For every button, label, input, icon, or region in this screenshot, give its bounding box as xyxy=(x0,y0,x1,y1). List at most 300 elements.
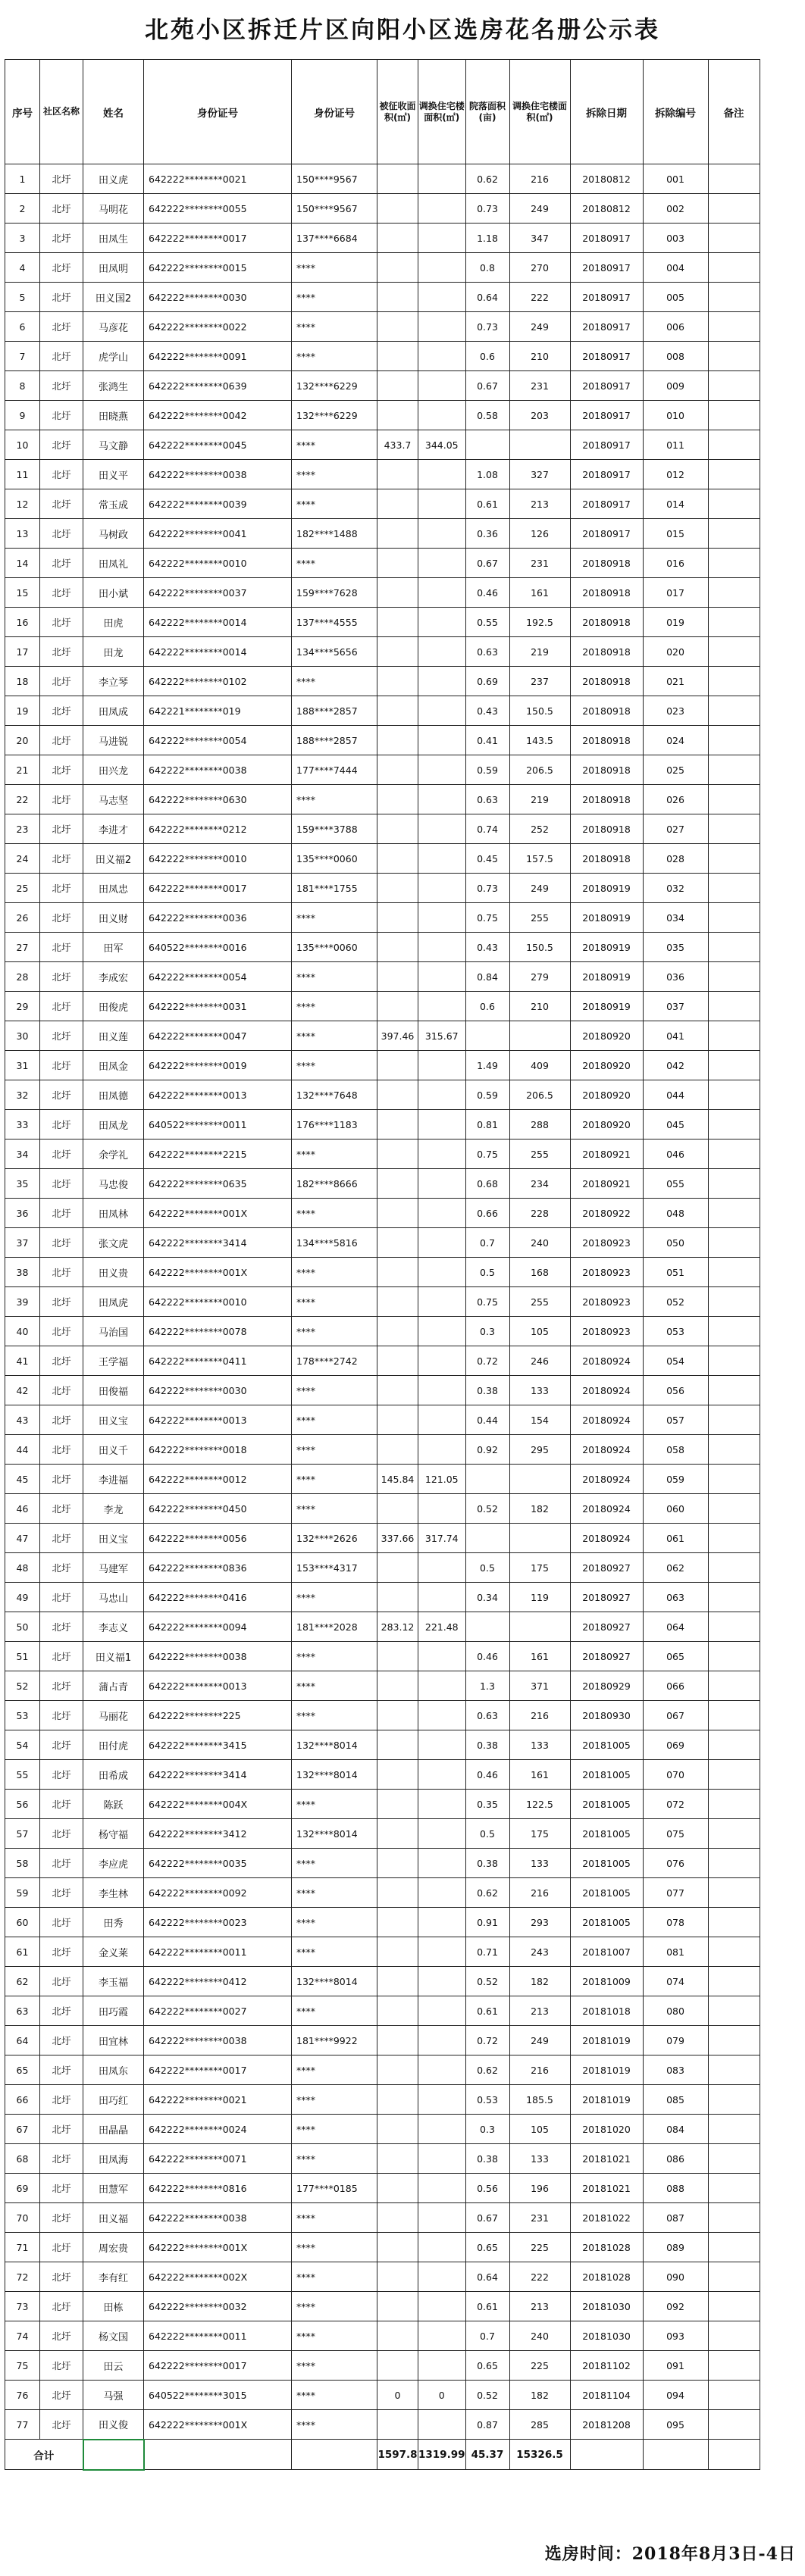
cell-remark xyxy=(708,1967,760,1996)
cell-demolish-no: 065 xyxy=(643,1642,708,1671)
cell-no: 16 xyxy=(5,608,40,637)
cell-demolish-date: 20180921 xyxy=(570,1169,643,1199)
cell-no: 63 xyxy=(5,1996,40,2026)
cell-demolish-date: 20180918 xyxy=(570,608,643,637)
cell-yard-area: 0.73 xyxy=(465,194,509,224)
cell-housing-area: 213 xyxy=(509,1996,570,2026)
cell-no: 39 xyxy=(5,1287,40,1317)
header-name: 姓名 xyxy=(83,60,144,164)
cell-housing-area: 150.5 xyxy=(509,696,570,726)
cell-demolish-no: 094 xyxy=(643,2381,708,2410)
cell-yard-area: 0.52 xyxy=(465,2381,509,2410)
cell-name: 田义宝 xyxy=(83,1405,144,1435)
cell-housing-area: 246 xyxy=(509,1346,570,1376)
cell-acquired-area xyxy=(377,667,418,696)
cell-acquired-area xyxy=(377,844,418,874)
cell-yard-area: 0.91 xyxy=(465,1908,509,1937)
cell-id-no: 642222********0092 xyxy=(144,1878,292,1908)
table-row xyxy=(5,903,760,933)
cell-remark xyxy=(708,2321,760,2351)
cell-remark xyxy=(708,844,760,874)
cell-name: 李成宏 xyxy=(83,962,144,992)
cell-id-no: 642222********0038 xyxy=(144,755,292,785)
roster-table xyxy=(5,59,760,2471)
cell-yard-area: 0.72 xyxy=(465,2026,509,2055)
cell-demolish-date: 20180927 xyxy=(570,1583,643,1612)
cell-id-no-2: **** xyxy=(292,1051,377,1080)
cell-remark xyxy=(708,2233,760,2262)
cell-id-no: 642222********3412 xyxy=(144,1819,292,1849)
cell-exchange-area xyxy=(418,1080,466,1110)
cell-acquired-area: 397.46 xyxy=(377,1021,418,1051)
cell-housing-area: 252 xyxy=(509,814,570,844)
cell-name: 田晓燕 xyxy=(83,401,144,430)
cell-housing-area: 157.5 xyxy=(509,844,570,874)
cell-acquired-area xyxy=(377,726,418,755)
cell-id-no-2: **** xyxy=(292,2381,377,2410)
cell-community: 北圩 xyxy=(40,1790,83,1819)
cell-no: 32 xyxy=(5,1080,40,1110)
cell-exchange-area xyxy=(418,489,466,519)
cell-housing-area: 234 xyxy=(509,1169,570,1199)
cell-exchange-area xyxy=(418,667,466,696)
cell-name: 杨守福 xyxy=(83,1819,144,1849)
cell-acquired-area xyxy=(377,1080,418,1110)
table-row xyxy=(5,2115,760,2144)
cell-demolish-date: 20181030 xyxy=(570,2321,643,2351)
cell-housing-area: 216 xyxy=(509,2055,570,2085)
cell-demolish-no: 062 xyxy=(643,1553,708,1583)
cell-acquired-area xyxy=(377,1110,418,1140)
cell-housing-area: 293 xyxy=(509,1908,570,1937)
cell-demolish-date: 20180917 xyxy=(570,253,643,283)
cell-no: 71 xyxy=(5,2233,40,2262)
cell-acquired-area xyxy=(377,460,418,489)
table-row xyxy=(5,2055,760,2085)
cell-housing-area xyxy=(509,1465,570,1494)
table-row xyxy=(5,519,760,549)
cell-no: 4 xyxy=(5,253,40,283)
cell-remark xyxy=(708,755,760,785)
cell-remark xyxy=(708,992,760,1021)
cell-id-no: 642222********0011 xyxy=(144,1937,292,1967)
cell-demolish-no: 056 xyxy=(643,1376,708,1405)
cell-community: 北圩 xyxy=(40,1346,83,1376)
cell-demolish-no: 027 xyxy=(643,814,708,844)
table-row xyxy=(5,1465,760,1494)
cell-yard-area: 0.59 xyxy=(465,1080,509,1110)
cell-acquired-area xyxy=(377,1199,418,1228)
cell-community: 北圩 xyxy=(40,1080,83,1110)
cell-demolish-no: 026 xyxy=(643,785,708,814)
cell-id-no: 642222********0027 xyxy=(144,1996,292,2026)
cell-community: 北圩 xyxy=(40,224,83,253)
cell-community: 北圩 xyxy=(40,2351,83,2381)
cell-no: 18 xyxy=(5,667,40,696)
cell-name: 田义贵 xyxy=(83,1258,144,1287)
table-row xyxy=(5,1583,760,1612)
totals-row xyxy=(5,2440,760,2470)
table-row xyxy=(5,578,760,608)
cell-id-no-2: 188****2857 xyxy=(292,726,377,755)
cell-demolish-no: 087 xyxy=(643,2203,708,2233)
header-no: 序号 xyxy=(5,60,40,164)
cell-name: 田凤龙 xyxy=(83,1110,144,1140)
cell-yard-area: 0.62 xyxy=(465,164,509,194)
cell-community: 北圩 xyxy=(40,1524,83,1553)
cell-name: 田虎 xyxy=(83,608,144,637)
cell-community: 北圩 xyxy=(40,460,83,489)
cell-id-no-2: **** xyxy=(292,2351,377,2381)
cell-name: 马树政 xyxy=(83,519,144,549)
cell-demolish-date: 20181019 xyxy=(570,2055,643,2085)
cell-exchange-area xyxy=(418,874,466,903)
cell-no: 57 xyxy=(5,1819,40,1849)
cell-remark xyxy=(708,696,760,726)
cell-exchange-area xyxy=(418,1908,466,1937)
cell-no: 41 xyxy=(5,1346,40,1376)
cell-demolish-no: 017 xyxy=(643,578,708,608)
cell-id-no: 642222********0635 xyxy=(144,1169,292,1199)
cell-community: 北圩 xyxy=(40,933,83,962)
cell-yard-area: 0.46 xyxy=(465,1760,509,1790)
cell-demolish-date: 20180918 xyxy=(570,814,643,844)
cell-demolish-date: 20180923 xyxy=(570,1228,643,1258)
cell-demolish-date: 20181005 xyxy=(570,1908,643,1937)
table-row xyxy=(5,785,760,814)
cell-exchange-area xyxy=(418,992,466,1021)
totals-label: 合计 xyxy=(5,2440,83,2470)
cell-acquired-area xyxy=(377,194,418,224)
cell-acquired-area xyxy=(377,2410,418,2440)
cell-community: 北圩 xyxy=(40,1819,83,1849)
cell-name: 田义福2 xyxy=(83,844,144,874)
cell-community: 北圩 xyxy=(40,844,83,874)
cell-name: 田希成 xyxy=(83,1760,144,1790)
cell-name: 田俊福 xyxy=(83,1376,144,1405)
cell-demolish-no: 045 xyxy=(643,1110,708,1140)
cell-acquired-area xyxy=(377,224,418,253)
cell-acquired-area xyxy=(377,2085,418,2115)
cell-exchange-area xyxy=(418,1937,466,1967)
cell-exchange-area xyxy=(418,2085,466,2115)
cell-id-no-2: **** xyxy=(292,1996,377,2026)
cell-demolish-date: 20180924 xyxy=(570,1405,643,1435)
cell-exchange-area xyxy=(418,1258,466,1287)
cell-demolish-date: 20181005 xyxy=(570,1760,643,1790)
cell-id-no: 642222********0024 xyxy=(144,2115,292,2144)
cell-name: 马忠俊 xyxy=(83,1169,144,1199)
cell-id-no: 642222********2215 xyxy=(144,1140,292,1169)
cell-id-no-2: **** xyxy=(292,312,377,342)
cell-demolish-no: 074 xyxy=(643,1967,708,1996)
cell-acquired-area xyxy=(377,1258,418,1287)
cell-exchange-area xyxy=(418,371,466,401)
cell-id-no-2: **** xyxy=(292,342,377,371)
cell-exchange-area xyxy=(418,2055,466,2085)
cell-housing-area: 105 xyxy=(509,2115,570,2144)
cell-yard-area xyxy=(465,1021,509,1051)
cell-acquired-area xyxy=(377,1878,418,1908)
cell-no: 45 xyxy=(5,1465,40,1494)
cell-name: 虎学山 xyxy=(83,342,144,371)
cell-remark xyxy=(708,1849,760,1878)
cell-demolish-date: 20181028 xyxy=(570,2233,643,2262)
cell-id-no: 642222********0836 xyxy=(144,1553,292,1583)
cell-id-no: 642222********004X xyxy=(144,1790,292,1819)
cell-exchange-area xyxy=(418,814,466,844)
cell-remark xyxy=(708,253,760,283)
cell-remark xyxy=(708,2085,760,2115)
cell-id-no-2: **** xyxy=(292,2115,377,2144)
cell-demolish-date: 20180919 xyxy=(570,874,643,903)
cell-name: 田慧军 xyxy=(83,2174,144,2203)
cell-id-no: 642222********0056 xyxy=(144,1524,292,1553)
cell-demolish-date: 20181208 xyxy=(570,2410,643,2440)
cell-housing-area: 249 xyxy=(509,312,570,342)
cell-remark xyxy=(708,903,760,933)
cell-yard-area: 0.5 xyxy=(465,1819,509,1849)
cell-exchange-area xyxy=(418,1494,466,1524)
cell-demolish-date: 20180929 xyxy=(570,1671,643,1701)
cell-id-no: 642222********0013 xyxy=(144,1080,292,1110)
cell-exchange-area xyxy=(418,2203,466,2233)
cell-yard-area: 0.71 xyxy=(465,1937,509,1967)
cell-id-no: 642222********0039 xyxy=(144,489,292,519)
cell-demolish-date: 20181009 xyxy=(570,1967,643,1996)
cell-acquired-area xyxy=(377,608,418,637)
cell-name: 马忠山 xyxy=(83,1583,144,1612)
cell-community: 北圩 xyxy=(40,814,83,844)
table-header-row xyxy=(5,60,760,164)
header-acquired-area: 被征收面积(㎡) xyxy=(377,60,418,164)
cell-name: 李应虎 xyxy=(83,1849,144,1878)
cell-demolish-date: 20180918 xyxy=(570,637,643,667)
cell-no: 65 xyxy=(5,2055,40,2085)
cell-no: 21 xyxy=(5,755,40,785)
cell-no: 58 xyxy=(5,1849,40,1878)
cell-remark xyxy=(708,371,760,401)
cell-yard-area: 0.67 xyxy=(465,549,509,578)
cell-yard-area: 0.75 xyxy=(465,903,509,933)
cell-id-no: 642222********0035 xyxy=(144,1849,292,1878)
cell-exchange-area xyxy=(418,844,466,874)
cell-yard-area: 0.41 xyxy=(465,726,509,755)
table-row xyxy=(5,1346,760,1376)
cell-demolish-date: 20180917 xyxy=(570,519,643,549)
cell-demolish-date: 20180920 xyxy=(570,1080,643,1110)
cell-acquired-area: 0 xyxy=(377,2381,418,2410)
cell-name: 李玉福 xyxy=(83,1967,144,1996)
cell-demolish-no: 004 xyxy=(643,253,708,283)
cell-acquired-area xyxy=(377,578,418,608)
cell-housing-area: 270 xyxy=(509,253,570,283)
cell-demolish-no: 035 xyxy=(643,933,708,962)
table-row xyxy=(5,1642,760,1671)
cell-no: 60 xyxy=(5,1908,40,1937)
cell-demolish-no: 067 xyxy=(643,1701,708,1730)
cell-acquired-area xyxy=(377,1287,418,1317)
table-row xyxy=(5,1878,760,1908)
cell-name: 田义国2 xyxy=(83,283,144,312)
cell-community: 北圩 xyxy=(40,1199,83,1228)
cell-community: 北圩 xyxy=(40,1376,83,1405)
cell-demolish-date: 20180927 xyxy=(570,1553,643,1583)
cell-housing-area xyxy=(509,1612,570,1642)
selected-cell[interactable] xyxy=(83,2440,144,2470)
cell-name: 田义千 xyxy=(83,1435,144,1465)
cell-demolish-no: 036 xyxy=(643,962,708,992)
cell-no: 77 xyxy=(5,2410,40,2440)
cell-no: 53 xyxy=(5,1701,40,1730)
cell-id-no: 642222********0037 xyxy=(144,578,292,608)
cell-exchange-area xyxy=(418,1642,466,1671)
cell-acquired-area xyxy=(377,933,418,962)
cell-name: 田义福 xyxy=(83,2203,144,2233)
table-row xyxy=(5,549,760,578)
cell-acquired-area xyxy=(377,1405,418,1435)
cell-housing-area: 143.5 xyxy=(509,726,570,755)
cell-remark xyxy=(708,1258,760,1287)
cell-no: 73 xyxy=(5,2292,40,2321)
totals-empty-cell xyxy=(570,2440,643,2470)
cell-demolish-date: 20180924 xyxy=(570,1465,643,1494)
cell-no: 40 xyxy=(5,1317,40,1346)
cell-demolish-no: 020 xyxy=(643,637,708,667)
cell-id-no: 642222********0017 xyxy=(144,2351,292,2381)
cell-yard-area: 0.38 xyxy=(465,1376,509,1405)
cell-demolish-date: 20180918 xyxy=(570,755,643,785)
cell-id-no: 640522********0016 xyxy=(144,933,292,962)
cell-community: 北圩 xyxy=(40,1287,83,1317)
cell-community: 北圩 xyxy=(40,1258,83,1287)
cell-id-no: 642222********0091 xyxy=(144,342,292,371)
cell-id-no: 642222********0017 xyxy=(144,874,292,903)
cell-exchange-area xyxy=(418,2262,466,2292)
cell-remark xyxy=(708,1465,760,1494)
cell-name: 李生林 xyxy=(83,1878,144,1908)
cell-id-no: 642222********0054 xyxy=(144,726,292,755)
total-yard-area: 45.37 xyxy=(465,2440,509,2470)
cell-name: 马志坚 xyxy=(83,785,144,814)
cell-yard-area: 0.62 xyxy=(465,1878,509,1908)
table-row xyxy=(5,814,760,844)
cell-no: 7 xyxy=(5,342,40,371)
cell-no: 1 xyxy=(5,164,40,194)
cell-demolish-no: 061 xyxy=(643,1524,708,1553)
cell-acquired-area xyxy=(377,1583,418,1612)
cell-housing-area: 240 xyxy=(509,2321,570,2351)
cell-remark xyxy=(708,1494,760,1524)
cell-no: 10 xyxy=(5,430,40,460)
cell-demolish-date: 20180919 xyxy=(570,903,643,933)
cell-name: 李有红 xyxy=(83,2262,144,2292)
cell-demolish-no: 091 xyxy=(643,2351,708,2381)
table-row xyxy=(5,2233,760,2262)
cell-demolish-no: 057 xyxy=(643,1405,708,1435)
cell-yard-area: 0.81 xyxy=(465,1110,509,1140)
cell-community: 北圩 xyxy=(40,2262,83,2292)
cell-id-no-2: **** xyxy=(292,1494,377,1524)
cell-name: 田义虎 xyxy=(83,164,144,194)
cell-id-no-2: 137****4555 xyxy=(292,608,377,637)
cell-exchange-area xyxy=(418,1435,466,1465)
cell-housing-area: 210 xyxy=(509,342,570,371)
cell-id-no-2: **** xyxy=(292,2144,377,2174)
cell-remark xyxy=(708,2115,760,2144)
cell-housing-area: 222 xyxy=(509,2262,570,2292)
cell-exchange-area xyxy=(418,1346,466,1376)
cell-name: 张文虎 xyxy=(83,1228,144,1258)
cell-exchange-area xyxy=(418,2174,466,2203)
cell-community: 北圩 xyxy=(40,2174,83,2203)
cell-demolish-date: 20181005 xyxy=(570,1849,643,1878)
cell-community: 北圩 xyxy=(40,283,83,312)
cell-no: 30 xyxy=(5,1021,40,1051)
cell-exchange-area xyxy=(418,1199,466,1228)
cell-remark xyxy=(708,1317,760,1346)
cell-id-no: 642222********0416 xyxy=(144,1583,292,1612)
cell-demolish-no: 019 xyxy=(643,608,708,637)
cell-housing-area: 133 xyxy=(509,1849,570,1878)
cell-acquired-area xyxy=(377,1967,418,1996)
cell-exchange-area: 221.48 xyxy=(418,1612,466,1642)
cell-demolish-date: 20180923 xyxy=(570,1317,643,1346)
cell-demolish-no: 089 xyxy=(643,2233,708,2262)
cell-id-no-2: 132****2626 xyxy=(292,1524,377,1553)
cell-acquired-area xyxy=(377,2321,418,2351)
cell-demolish-date: 20181104 xyxy=(570,2381,643,2410)
cell-housing-area: 133 xyxy=(509,2144,570,2174)
cell-yard-area: 0.75 xyxy=(465,1287,509,1317)
cell-yard-area: 0.52 xyxy=(465,1494,509,1524)
cell-demolish-date: 20180923 xyxy=(570,1287,643,1317)
cell-demolish-no: 069 xyxy=(643,1730,708,1760)
cell-community: 北圩 xyxy=(40,549,83,578)
cell-acquired-area xyxy=(377,1376,418,1405)
cell-demolish-date: 20180918 xyxy=(570,549,643,578)
cell-community: 北圩 xyxy=(40,1140,83,1169)
cell-id-no: 642222********001X xyxy=(144,2233,292,2262)
cell-housing-area: 249 xyxy=(509,2026,570,2055)
cell-id-no-2: 150****9567 xyxy=(292,194,377,224)
table-row xyxy=(5,1140,760,1169)
cell-demolish-date: 20181018 xyxy=(570,1996,643,2026)
header-id-no: 身份证号 xyxy=(144,60,292,164)
cell-demolish-date: 20180917 xyxy=(570,371,643,401)
cell-exchange-area xyxy=(418,2321,466,2351)
cell-demolish-no: 021 xyxy=(643,667,708,696)
cell-demolish-date: 20181005 xyxy=(570,1819,643,1849)
cell-housing-area: 133 xyxy=(509,1730,570,1760)
cell-acquired-area xyxy=(377,549,418,578)
cell-housing-area: 196 xyxy=(509,2174,570,2203)
table-row xyxy=(5,1730,760,1760)
cell-community: 北圩 xyxy=(40,1051,83,1080)
cell-community: 北圩 xyxy=(40,253,83,283)
cell-name: 田巧红 xyxy=(83,2085,144,2115)
cell-demolish-no: 076 xyxy=(643,1849,708,1878)
cell-remark xyxy=(708,194,760,224)
cell-exchange-area xyxy=(418,1849,466,1878)
cell-id-no: 642222********0047 xyxy=(144,1021,292,1051)
cell-community: 北圩 xyxy=(40,2292,83,2321)
cell-acquired-area xyxy=(377,1819,418,1849)
cell-no: 29 xyxy=(5,992,40,1021)
cell-yard-area: 0.65 xyxy=(465,2233,509,2262)
cell-yard-area xyxy=(465,1612,509,1642)
cell-id-no-2: 134****5656 xyxy=(292,637,377,667)
